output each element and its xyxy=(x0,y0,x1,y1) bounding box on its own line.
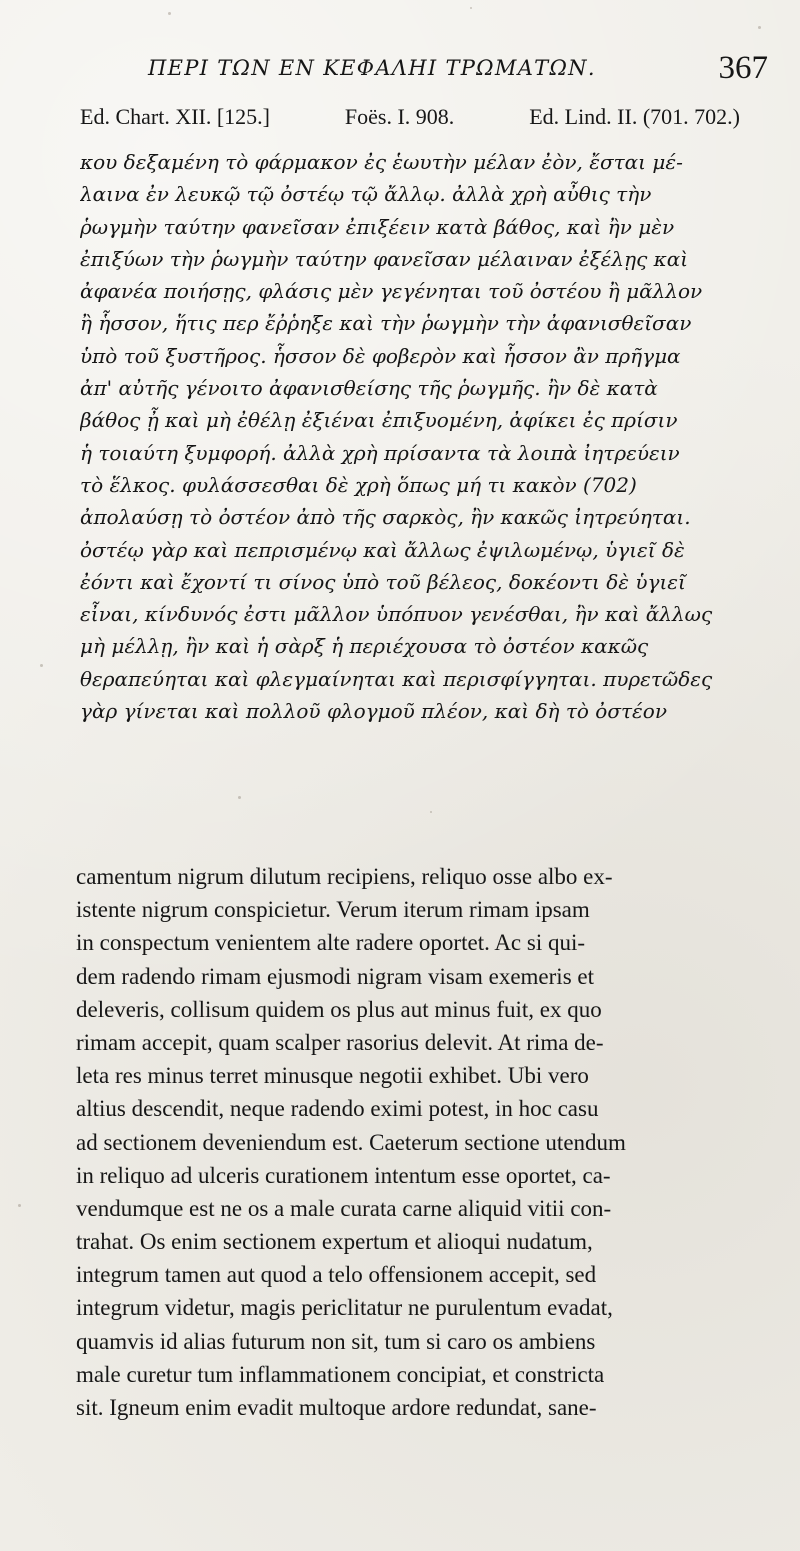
greek-text-line: ῥωγμὴν ταύτην φανεῖσαν ἐπιξέειν κατὰ βάθος, καὶ ἢν μὲν xyxy=(80,214,675,239)
latin-text-line: integrum videtur, magis periclitatur ne purulentum evadat, xyxy=(76,1295,613,1321)
paper-spot xyxy=(430,811,432,813)
paper-spot xyxy=(168,12,171,15)
latin-text-line: deleveris, collisum quidem os plus aut minus fuit, ex quo xyxy=(76,996,602,1022)
latin-text-line: in reliquo ad ulceris curationem intentum esse oportet, ca- xyxy=(76,1162,611,1188)
greek-text-line: ἢ ἧσσον, ἥτις περ ἔῤῥηξε καὶ τὴν ῥωγμὴν τὴν ἀφανισθεῖσαν xyxy=(80,311,692,336)
greek-text-line: ἐόντι καὶ ἔχοντί τι σίνος ὑπὸ τοῦ βέλεος, δοκέοντι δὲ ὑγιεῖ xyxy=(80,569,686,594)
greek-text-line: ἡ τοιαύτη ξυμφορή. ἀλλὰ χρὴ πρίσαντα τὰ λοιπὰ ἰητρεύειν xyxy=(80,440,680,465)
greek-text-line: κου δεξαμένη τὸ φάρμακον ἐς ἑωυτὴν μέλαν ἐὸν, ἔσται μέ- xyxy=(80,150,683,174)
latin-text-line: istente nigrum conspicietur. Verum iterum rimam ipsam xyxy=(76,897,590,923)
latin-text-line: dem radendo rimam ejusmodi nigram visam exemeris et xyxy=(76,963,594,989)
greek-text-line: ἀπολαύσῃ τὸ ὀστέον ἀπὸ τῆς σαρκὸς, ἢν κακῶς ἰητρεύηται. xyxy=(80,505,691,530)
latin-text-block xyxy=(76,860,746,1424)
greek-text-line: ὑπὸ τοῦ ξυστῆρος. ἧσσον δὲ φοβερὸν καὶ ἧσσον ἂν πρῆγμα xyxy=(80,343,681,368)
latin-text-line: sit. Igneum enim evadit multoque ardore redundat, sane- xyxy=(76,1395,597,1420)
paper-spot xyxy=(238,796,241,799)
greek-text-line: εἶναι, κίνδυνός ἐστι μᾶλλον ὑπόπυον γενέσθαι, ἢν καὶ ἄλλως xyxy=(80,602,713,627)
greek-text-line: ὀστέῳ γὰρ καὶ πεπρισμένῳ καὶ ἄλλως ἐψιλωμένῳ, ὑγιεῖ δὲ xyxy=(80,537,685,562)
latin-text-line: camentum nigrum dilutum recipiens, reliquo osse albo ex- xyxy=(76,864,613,889)
greek-text-line: τὸ ἕλκος. φυλάσσεσθαι δὲ χρὴ ὅπως μή τι κακὸν (702) xyxy=(80,472,637,497)
greek-text-block xyxy=(80,146,740,727)
latin-text-line: altius descendit, neque radendo eximi potest, in hoc casu xyxy=(76,1096,599,1122)
edition-chart-reference: Ed. Chart. XII. [125.] xyxy=(80,104,271,129)
greek-text-line: μὴ μέλλῃ, ἢν καὶ ἡ σὰρξ ἡ περιέχουσα τὸ ὀστέον κακῶς xyxy=(80,634,649,659)
greek-text-line: λαινα ἐν λευκῷ τῷ ὀστέῳ τῷ ἄλλῳ. ἀλλὰ χρὴ αὖθις τὴν xyxy=(80,182,652,207)
page-header xyxy=(148,50,768,100)
latin-text-line: rimam accepit, quam scalper rasorius delevit. At rima de- xyxy=(76,1029,604,1055)
latin-text-line: quamvis id alias futurum non sit, tum si caro os ambiens xyxy=(76,1328,596,1354)
latin-text-line: ad sectionem deveniendum est. Caeterum sectione utendum xyxy=(76,1129,626,1155)
greek-text-line: ἐπιξύων τὴν ῥωγμὴν ταύτην φανεῖσαν μέλαιναν ἐξέλῃς καὶ xyxy=(80,246,689,271)
greek-text-line: ἀπ' αὐτῆς γένοιτο ἀφανισθείσης τῆς ῥωγμῆς. ἢν δὲ κατὰ xyxy=(80,376,658,401)
greek-text-line: γὰρ γίνεται καὶ πολλοῦ φλογμοῦ πλέον, καὶ δὴ τὸ ὀστέον xyxy=(80,699,667,724)
paper-spot xyxy=(18,1204,21,1207)
latin-text-line: in conspectum venientem alte radere oportet. Ac si qui- xyxy=(76,930,586,956)
latin-text-line: integrum tamen aut quod a telo offensionem accepit, sed xyxy=(76,1262,597,1288)
edition-references xyxy=(80,104,740,130)
running-title: ΠΕΡΙ ΤΩΝ ΕΝ ΚΕΦΑΛΗΙ ΤΡΩΜΑΤΩΝ. xyxy=(148,56,596,80)
edition-lind-reference: Ed. Lind. II. (701. 702.) xyxy=(529,104,740,129)
greek-text-line: ἀφανέα ποιήσῃς, φλάσις μὲν γεγένηται τοῦ ὀστέου ἢ μᾶλλον xyxy=(80,279,703,304)
paper-spot xyxy=(40,664,43,667)
latin-text-line: male curetur tum inflammationem concipiat, et constricta xyxy=(76,1361,605,1387)
latin-text-line: leta res minus terret minusque negotii exhibet. Ubi vero xyxy=(76,1063,589,1089)
paper-spot xyxy=(470,7,472,9)
edition-foes-reference: Foës. I. 908. xyxy=(344,104,455,129)
latin-text-line: vendumque est ne os a male curata carne aliquid vitii con- xyxy=(76,1195,612,1221)
greek-text-line: βάθος ᾖ καὶ μὴ ἐθέλῃ ἐξιέναι ἐπιξυομένη, ἀφίκει ἐς πρίσιν xyxy=(80,408,678,433)
page-number: 367 xyxy=(718,50,768,86)
paper-spot xyxy=(758,26,761,29)
greek-text-line: θεραπεύηται καὶ φλεγμαίνηται καὶ περισφίγγηται. πυρετῶδες xyxy=(80,666,713,691)
latin-text-line: trahat. Os enim sectionem expertum et alioqui nudatum, xyxy=(76,1229,593,1255)
